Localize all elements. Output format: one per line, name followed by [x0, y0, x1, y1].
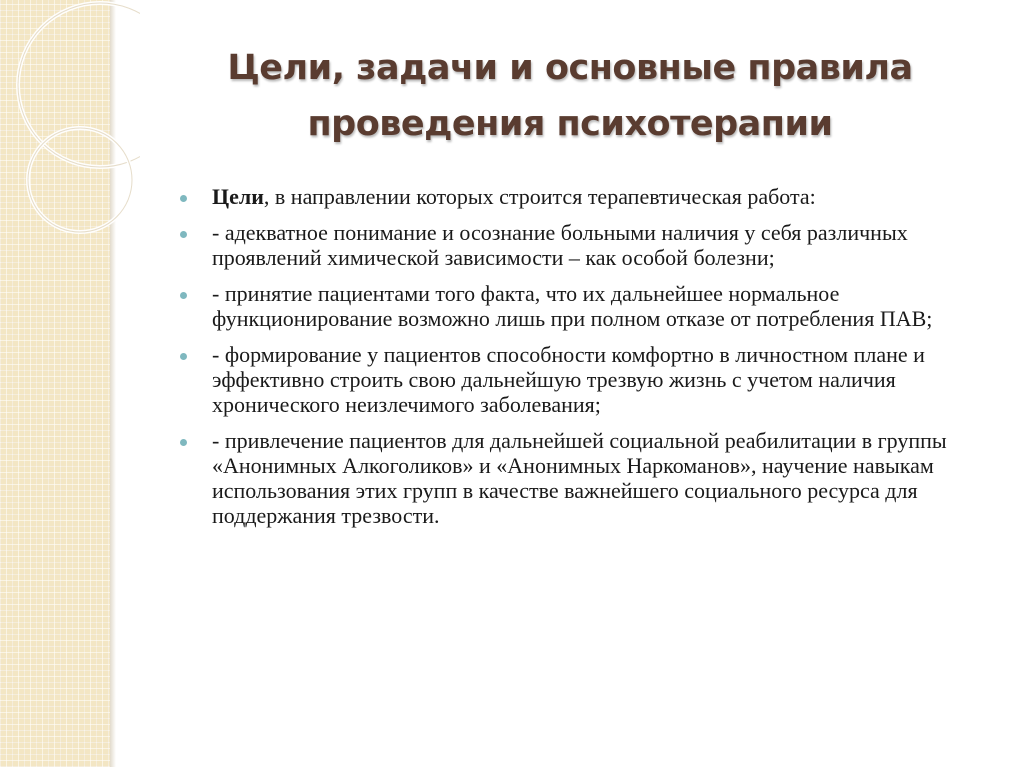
bullet-icon	[180, 195, 187, 202]
bullet-item	[178, 281, 988, 331]
decorative-side-band	[0, 0, 110, 767]
bullet-icon	[180, 353, 187, 360]
bullet-text: - формирование у пациентов способности комфортно в личностном плане и эффективно строить свою дальнейшую трезвую жизнь с учетом наличия хронического неизлечимого заболевания;	[212, 342, 925, 417]
bullet-item	[178, 342, 988, 417]
bullet-text: - принятие пациентами того факта, что их дальнейшее нормальное функционирование возможно лишь при полном отказе от потребления ПАВ;	[212, 281, 933, 331]
bullet-icon	[180, 231, 187, 238]
bullet-text: - привлечение пациентов для дальнейшей социальной реабилитации в группы «Анонимных Алкоголиков» и «Анонимных Наркоманов», научение навыкам использования этих групп в качестве важнейшего социального ресурса для поддержания трезвости.	[212, 428, 947, 528]
goals-text: , в направлении которых строится терапевтическая работа:	[263, 184, 816, 209]
bullet-item-goals	[178, 184, 988, 209]
bullet-list	[178, 184, 988, 539]
bullet-text: - адекватное понимание и осознание больными наличия у себя различных проявлений химической зависимости – как особой болезни;	[212, 220, 908, 270]
bullet-item	[178, 428, 988, 528]
side-band-shadow	[110, 0, 116, 767]
bullet-item	[178, 220, 988, 270]
goals-label: Цели	[212, 184, 264, 209]
bullet-icon	[180, 292, 187, 299]
slide-title: Цели, задачи и основные правила проведения психотерапии	[227, 48, 913, 144]
bullet-icon	[180, 439, 187, 446]
